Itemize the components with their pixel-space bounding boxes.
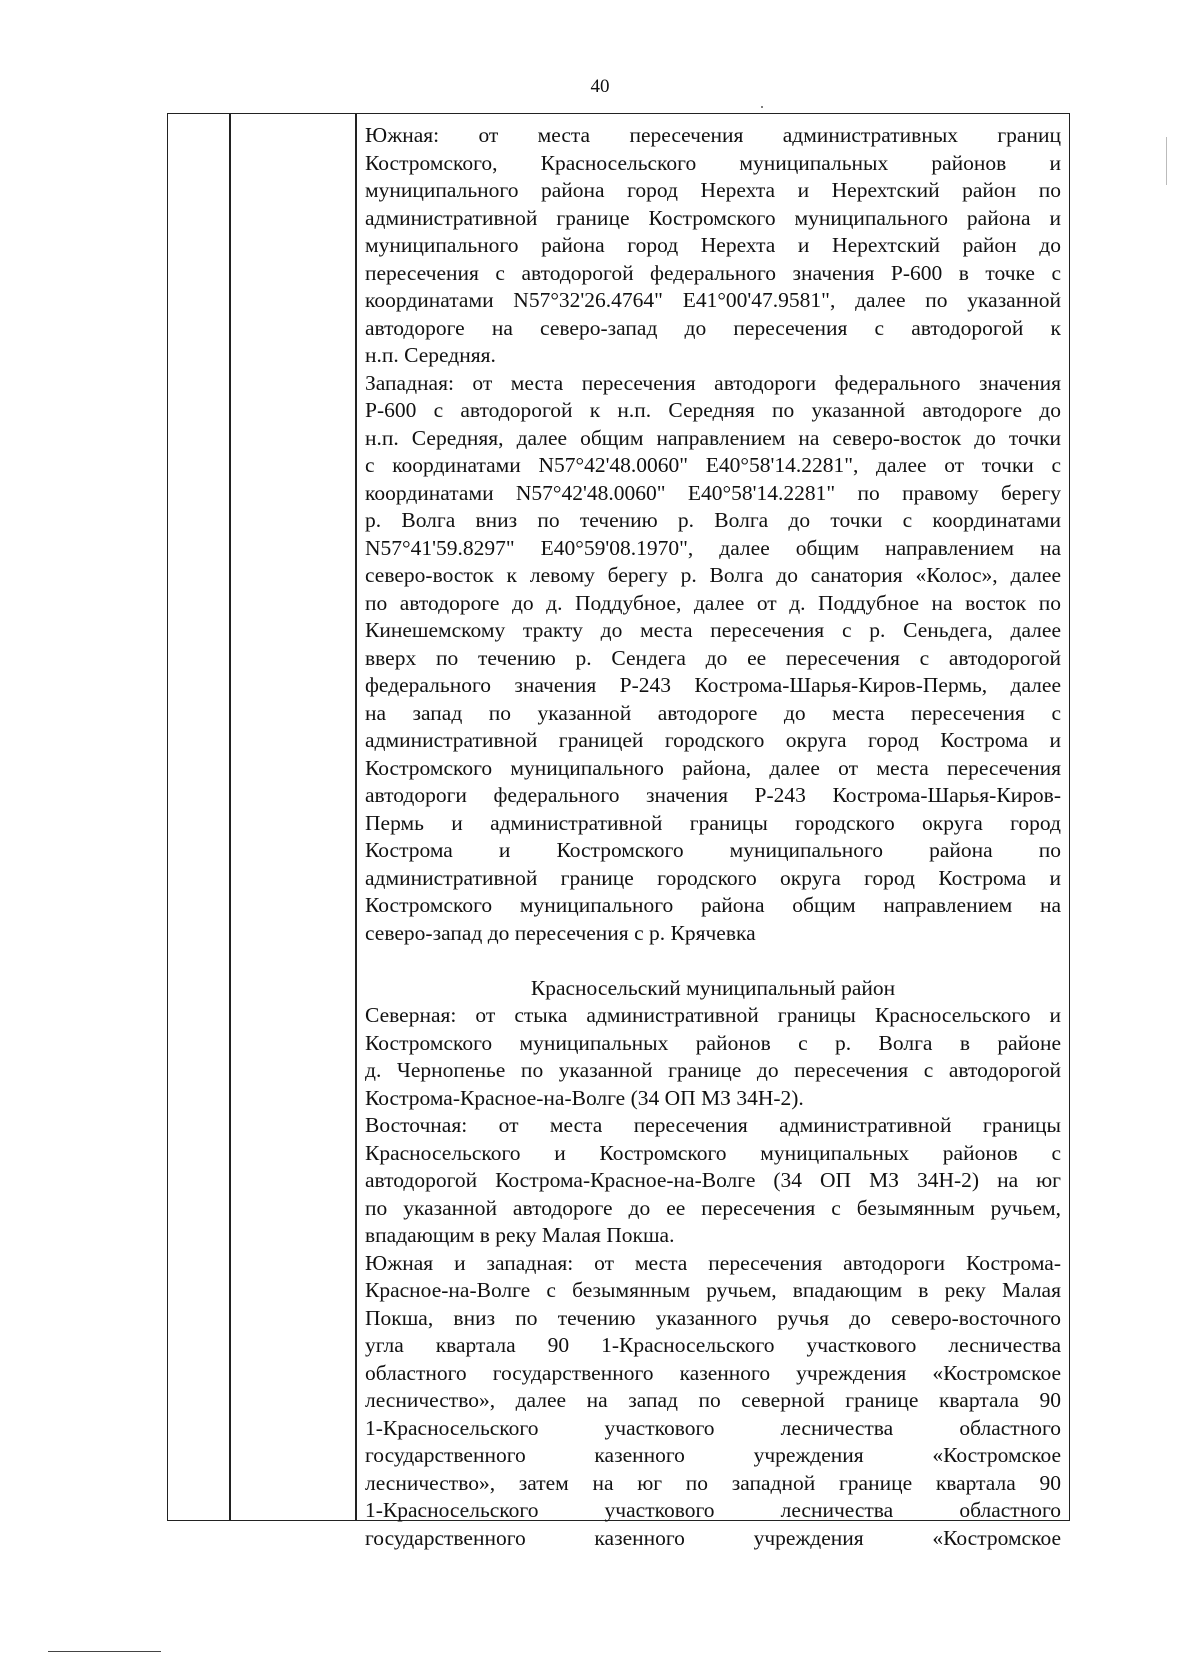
text-line: Кинешемскому тракту до места пересечения с р. Сеньдега, далее [365, 618, 1061, 642]
text-line: административной границей городского округа город Кострома и [365, 728, 1061, 752]
page-number: 40 [590, 76, 610, 97]
text-line: муниципального района город Нерехта и Нерехтский район до [365, 233, 1061, 257]
text-line: Пермь и административной границы городского округа город [365, 810, 1061, 835]
text-line: по указанной автодороге до ее пересечения с безымянным ручьем, [365, 1195, 1061, 1220]
text-line: северо-восток к левому берегу р. Волга до санатория «Колос», далее [365, 563, 1061, 587]
text-line: муниципального района город Нерехта и Нерехтский район по [365, 178, 1061, 202]
text-line: Восточная: от места пересечения административной границы [365, 1113, 1061, 1137]
text-line: н.п. Середняя. [365, 343, 496, 367]
text-line: впадающим в реку Малая Покша. [365, 1223, 675, 1247]
text-line: административной границе Костромского муниципального района и [365, 205, 1061, 230]
text-line: Красное-на-Волге с безымянным ручьем, впадающим в реку Малая [365, 1278, 1061, 1302]
text-line: угла квартала 90 1-Красносельского участкового лесничества [365, 1333, 1061, 1357]
text-line: на запад по указанной автодороге до места пересечения с [365, 700, 1061, 725]
text-line: Северная: от стыка административной границы Красносельского и [365, 1003, 1061, 1027]
text-line: государственного казенного учреждения «Костромское [365, 1525, 1061, 1550]
text-line: автодороге на северо-запад до пересечения с автодорогой к [365, 315, 1061, 340]
text-line: Костромского, Красносельского муниципальных районов и [365, 150, 1061, 175]
text-line: с координатами N57°42'48.0060" E40°58'14.2281", далее от точки с [365, 453, 1061, 477]
text-line: Западная: от места пересечения автодороги федерального значения [365, 370, 1061, 395]
text-line: северо-запад до пересечения с р. Крячевка [365, 920, 756, 945]
text-line: пересечения с автодорогой федерального значения Р-600 в точке с [365, 260, 1061, 285]
text-line: административной границе городского округа город Кострома и [365, 865, 1061, 890]
section-heading: Красносельский муниципальный район [530, 975, 896, 1000]
text-line: Красносельского и Костромского муниципальных районов с [365, 1140, 1061, 1165]
text-line: р. Волга вниз по течению р. Волга до точки с координатами [365, 508, 1061, 532]
text-line: по автодороге до д. Поддубное, далее от д. Поддубное на восток по [365, 590, 1061, 615]
text-line: 1-Красносельского участкового лесничества областного [365, 1415, 1061, 1440]
text-line: N57°41'59.8297" E40°59'08.1970", далее общим направлением на [365, 535, 1061, 560]
text-line: д. Чернопенье по указанной границе до пересечения с автодорогой [365, 1058, 1061, 1082]
text-line: н.п. Середняя, далее общим направлением на северо-восток до точки [365, 425, 1061, 450]
text-line: областного государственного казенного учреждения «Костромское [365, 1360, 1061, 1385]
column-divider-2 [355, 114, 357, 1520]
text-line: лесничество», затем на юг по западной границе квартала 90 [365, 1470, 1061, 1495]
text-line: Кострома и Костромского муниципального района по [365, 838, 1061, 862]
text-line: Костромского муниципального района общим направлением на [365, 893, 1061, 917]
text-line [365, 947, 1061, 975]
text-line: Южная и западная: от места пересечения автодороги Кострома- [365, 1250, 1061, 1275]
text-line: вверх по течению р. Сендега до ее пересечения с автодорогой [365, 645, 1061, 670]
column-divider-1 [229, 114, 231, 1520]
text-line: автодорогой Кострома-Красное-на-Волге (34 ОП МЗ 34Н-2) на юг [365, 1168, 1061, 1192]
text-line: 1-Красносельского участкового лесничества областного [365, 1498, 1061, 1522]
footnote-rule [48, 1651, 161, 1652]
scan-dot [761, 106, 763, 108]
text-line: координатами N57°32'26.4764" E41°00'47.9581", далее по указанной [365, 288, 1061, 312]
text-line: Р-600 с автодорогой к н.п. Середняя по указанной автодороге до [365, 398, 1061, 422]
text-line: федерального значения Р-243 Кострома-Шарья-Киров-Пермь, далее [365, 673, 1061, 697]
text-line: Покша, вниз по течению указанного ручья до северо-восточного [365, 1305, 1061, 1330]
text-line: Костромского муниципальных районов с р. Волга в районе [365, 1030, 1061, 1055]
boundary-description-cell [365, 122, 1061, 1552]
text-line: координатами N57°42'48.0060" E40°58'14.2281" по правому берегу [365, 480, 1061, 505]
text-line: автодороги федерального значения Р-243 Кострома-Шарья-Киров- [365, 783, 1061, 807]
text-line: Южная: от места пересечения административных границ [365, 123, 1061, 147]
text-line: Кострома-Красное-на-Волге (34 ОП МЗ 34Н-2). [365, 1085, 804, 1110]
text-line: Костромского муниципального района, далее от места пересечения [365, 755, 1061, 780]
scan-margin-mark [1166, 137, 1167, 185]
text-line: лесничество», далее на запад по северной границе квартала 90 [365, 1388, 1061, 1412]
text-line: государственного казенного учреждения «Костромское [365, 1443, 1061, 1467]
